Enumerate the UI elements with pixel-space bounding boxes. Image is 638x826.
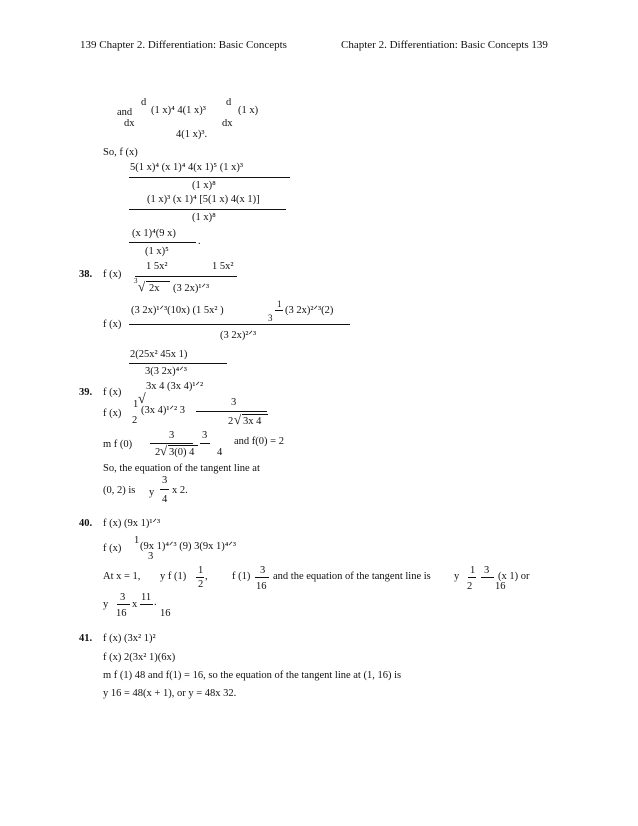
p39-fpx-mid: (3x 4)¹ᐟ² 3 [141, 405, 185, 416]
p40-t1-num: 1 [470, 565, 476, 576]
deriv-d-1: d [141, 97, 147, 108]
frac2-bar [129, 209, 286, 210]
p40-fx: f (x) (9x 1)¹ᐟ³ [103, 518, 161, 529]
p41-line-4: y 16 = 48(x + 1), or y = 48x 32. [103, 688, 237, 699]
p39-point: (0, 2) is [103, 485, 136, 496]
p40-y-f1: y f (1) [160, 571, 187, 582]
p39-m-bar [150, 443, 193, 444]
p40-t2-bar [481, 577, 494, 578]
p39-slope-num: 3 [162, 475, 168, 486]
expr-line-1: (1 x)⁴ 4(1 x)³ [151, 105, 206, 116]
p38-result-den: 3(3 2x)⁴ᐟ³ [145, 366, 187, 377]
frac2-numerator: (1 x)³ (x 1)⁴ [5(1 x) 4(x 1)] [147, 194, 260, 205]
p40-x: x [132, 599, 138, 610]
so-fpx: So, f (x) [103, 147, 138, 158]
p40-at-x: At x = 1, [103, 571, 141, 582]
p40-t2-den: 16 [495, 581, 506, 592]
expr-line-1b: (1 x) [238, 105, 259, 116]
p40-fpx-rest: (9x 1)⁴ᐟ³ (9) 3(9x 1)⁴ᐟ³ [140, 541, 236, 552]
p40-s-bar [255, 577, 269, 578]
p40-t2-num: 3 [484, 565, 490, 576]
p38-fx: f (x) [103, 269, 122, 280]
p40-s-den: 16 [256, 581, 267, 592]
problem-38-number: 38. [79, 269, 93, 280]
p40-f2-num: 11 [141, 592, 152, 603]
p39-radical-sign: √ [138, 392, 146, 407]
p39-m-bar2 [200, 443, 210, 444]
deriv-dx-2: dx [222, 118, 233, 129]
frac3-numerator: (x 1)⁴(9 x) [132, 228, 176, 239]
p40-fpx: f (x) [103, 543, 122, 554]
p38-third-num: 1 [277, 299, 282, 309]
header-left: 139 Chapter 2. Differentiation: Basic Concepts [80, 39, 287, 51]
p39-m-den-root: 3(0) 4 [169, 447, 195, 458]
p40-f2-bar [140, 604, 153, 605]
p39-slope-den: 4 [162, 494, 168, 505]
frac3-period: . [198, 236, 201, 247]
p40-h-num: 1 [198, 565, 204, 576]
p38-num-a: 1 5x² [146, 261, 168, 272]
p40-f1-den: 16 [116, 608, 127, 619]
p40-y3: y [103, 599, 109, 610]
deriv-d-2: d [226, 97, 232, 108]
p40-t1-bar [468, 577, 476, 578]
p40-end: . [154, 597, 157, 608]
p39-m-den2: 4 [217, 447, 223, 458]
p39-m: m f (0) [103, 439, 133, 450]
p38-big-den: (3 2x)²ᐟ³ [220, 330, 257, 341]
and-text: and [117, 107, 133, 118]
p39-fx-rhs: 3x 4 (3x 4)¹ᐟ² [146, 381, 204, 392]
frac3-bar [129, 242, 196, 243]
p38-big-bar [129, 324, 350, 325]
p40-h-den: 2 [198, 579, 204, 590]
p40-third-num: 1 [134, 535, 140, 546]
p39-frac-den-root: 3x 4 [243, 416, 262, 427]
p38-radical-sign: √ [138, 279, 146, 294]
p40-f2-den: 16 [160, 608, 171, 619]
frac1-bar [129, 177, 290, 178]
frac2-denominator: (1 x)⁸ [192, 212, 216, 223]
frac3-denominator: (1 x)⁵ [145, 246, 169, 257]
problem-41-number: 41. [79, 633, 93, 644]
p39-and-f0: and f(0) = 2 [234, 436, 284, 447]
expr-line-2: 4(1 x)³. [176, 129, 208, 140]
p38-third-bar [275, 310, 283, 311]
p38-den-a: (3 2x)¹ᐟ³ [173, 283, 210, 294]
p39-so-text: So, the equation of the tangent line at [103, 463, 260, 474]
p40-comma: , [205, 571, 208, 582]
p38-frac-bar [135, 276, 237, 277]
p41-line-3: m f (1) 48 and f(1) = 16, so the equation of the tangent line at (1, 16) is [103, 670, 402, 681]
p40-h-bar [196, 577, 204, 578]
p38-result-bar [129, 363, 227, 364]
p39-m-radical-bar [168, 445, 198, 446]
problem-39-number: 39. [79, 387, 93, 398]
p40-s-num: 3 [260, 565, 266, 576]
p39-frac-bar [196, 411, 267, 412]
header-right: Chapter 2. Differentiation: Basic Concepts 139 [341, 39, 548, 51]
p38-num-b: 1 5x² [212, 261, 234, 272]
p39-half-num: 1 [133, 399, 139, 410]
frac1-numerator: 5(1 x)⁴ (x 1)⁴ 4(x 1)⁵ (1 x)³ [130, 162, 243, 173]
p40-third-den: 3 [148, 551, 154, 562]
frac1-denominator: (1 x)⁸ [192, 180, 216, 191]
problem-40-number: 40. [79, 518, 93, 529]
p39-m-radical: √ [160, 443, 168, 458]
p39-m-den-pre: 2 [155, 447, 161, 458]
p40-f1-bar [117, 604, 130, 605]
p39-frac-den-pre: 2 [228, 416, 234, 427]
p38-big-num: (3 2x)¹ᐟ³(10x) (1 5x² ) [131, 305, 224, 316]
p40-t1-den: 2 [467, 581, 473, 592]
p40-t-rest: (x 1) or [498, 571, 530, 582]
p39-half-den: 2 [132, 415, 138, 426]
p40-fp1: f (1) [232, 571, 251, 582]
p39-slope-bar [160, 489, 169, 490]
p39-m-num2: 3 [202, 430, 208, 441]
p39-fpx: f (x) [103, 408, 122, 419]
p40-f1-num: 3 [120, 592, 126, 603]
p40-y2: y [454, 571, 460, 582]
p39-m-num: 3 [169, 430, 175, 441]
p39-frac-num: 3 [231, 397, 237, 408]
p38-den-root: 2x [149, 283, 160, 294]
p39-fx: f (x) [103, 387, 122, 398]
p38-third-den: 3 [268, 313, 273, 323]
p38-big-num-b: (3 2x)²ᐟ³(2) [285, 305, 334, 316]
p39-y: y [149, 487, 155, 498]
p39-frac-radical: √ [234, 412, 242, 427]
p39-rest: x 2. [172, 485, 188, 496]
p41-line-1: f (x) (3x² 1)² [103, 633, 156, 644]
p38-fpx: f (x) [103, 319, 122, 330]
p39-frac-radical-bar [242, 414, 268, 415]
p38-radical-bar [146, 281, 170, 282]
p40-tangent-text: and the equation of the tangent line is [273, 571, 431, 582]
p41-line-2: f (x) 2(3x² 1)(6x) [103, 652, 176, 663]
p38-cube-index: 3 [134, 277, 138, 285]
deriv-dx-1: dx [124, 118, 135, 129]
p38-result-num: 2(25x² 45x 1) [130, 349, 188, 360]
